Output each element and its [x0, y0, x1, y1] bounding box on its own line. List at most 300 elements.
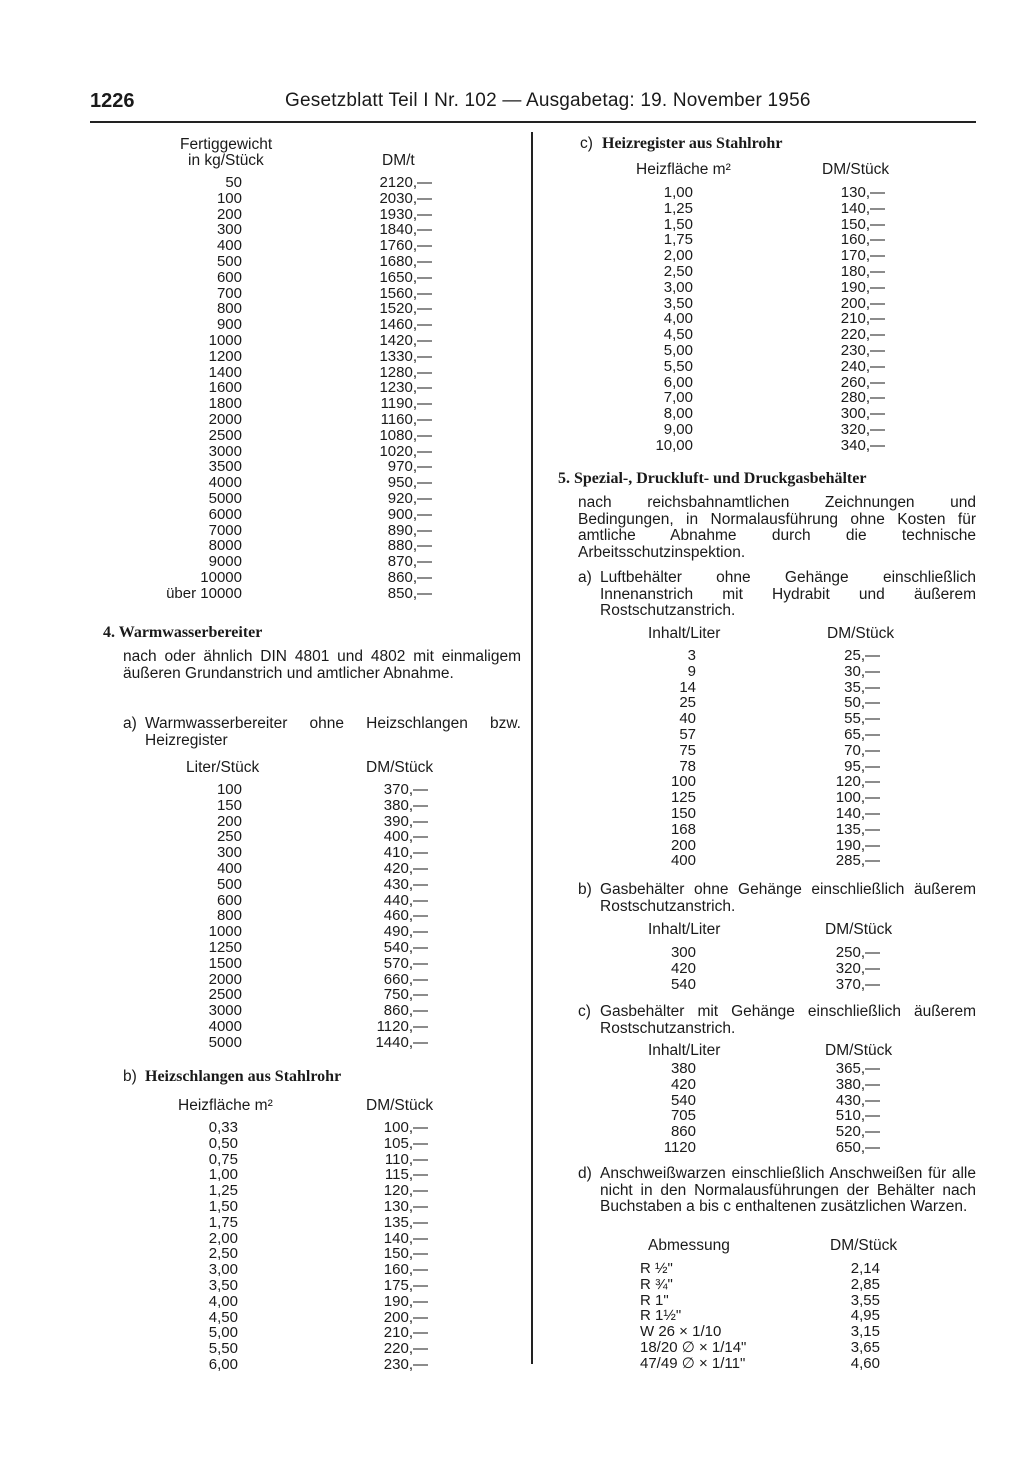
section-4a-table-cell-key: 300: [216, 844, 242, 862]
section-4a-table-row: [150, 956, 440, 972]
section-4c-table-row: [605, 343, 895, 359]
section-5d-col2-header: DM/Stück: [830, 1237, 898, 1254]
section-5b: [578, 882, 976, 916]
weight-table-cell-price: 1330,—: [379, 347, 432, 365]
section-5d-table-cell-key: R 1": [640, 1291, 669, 1309]
section-5d-table-row: [600, 1340, 890, 1356]
section-4b-table-cell-key: 0,33: [208, 1119, 238, 1136]
weight-table-cell-key: 900: [216, 316, 242, 334]
section-4b-table-row: [150, 1341, 440, 1357]
section-4a-table-cell-key: 400: [216, 859, 242, 877]
section-5d-table-row: [600, 1356, 890, 1372]
section-5a-table-cell-price: 70,—: [844, 741, 880, 759]
section-4c-table-cell-key: 6,00: [663, 373, 693, 391]
weight-table-cell-price: 1520,—: [379, 300, 432, 318]
section-5b-table-cell-key: 420: [670, 959, 696, 977]
section-4c-table-row: [605, 280, 895, 296]
section-4c-table-cell-price: 300,—: [840, 405, 885, 423]
weight-table-row: [150, 317, 440, 333]
weight-col2-header: DM/t: [382, 152, 415, 169]
section-5b-table: [600, 945, 890, 992]
section-5a-table-cell-key: 400: [670, 852, 696, 870]
section-4b-table-cell-key: 3,50: [208, 1276, 238, 1294]
section-4a-table-cell-key: 1500: [208, 954, 242, 972]
section-4a-table-cell-key: 100: [216, 781, 242, 798]
section-4c-table-row: [605, 296, 895, 312]
section-5d-table-row: [600, 1308, 890, 1324]
section-5a-table-cell-key: 125: [670, 789, 696, 807]
section-4c-table-cell-price: 260,—: [840, 373, 885, 391]
weight-table-row: [150, 365, 440, 381]
weight-table-row: [150, 349, 440, 365]
section-4a-table-row: [150, 861, 440, 877]
column-divider: [531, 132, 533, 1364]
section-5a-table-row: [600, 695, 890, 711]
section-5a-table-row: [600, 790, 890, 806]
section-4b-table-row: [150, 1136, 440, 1152]
section-5a-table-cell-key: 3: [687, 647, 696, 664]
section-4-heading: 4. Warmwasserbereiter: [103, 624, 263, 641]
weight-table-cell-key: 50: [225, 174, 242, 191]
section-4a-table-cell-key: 800: [216, 907, 242, 925]
section-4a-table-cell-price: 1120,—: [376, 1017, 428, 1035]
section-5c-col1-header: Inhalt/Liter: [648, 1042, 721, 1059]
weight-table-cell-price: 890,—: [387, 521, 432, 539]
weight-table-row: [150, 222, 440, 238]
section-4b-table-cell-price: 115,—: [384, 1166, 428, 1184]
section-5a-table-cell-price: 285,—: [835, 852, 880, 870]
section-4b-table-cell-key: 1,00: [208, 1166, 238, 1184]
section-4c-col1-header: Heizfläche m²: [636, 161, 731, 178]
section-5d-table-row: [600, 1293, 890, 1309]
section-4a-table-row: [150, 893, 440, 909]
section-4c-table-cell-key: 5,50: [663, 357, 693, 375]
weight-table-cell-key: 700: [216, 284, 242, 302]
weight-table-cell-key: 3500: [208, 458, 242, 476]
section-4c-table-cell-key: 8,00: [663, 405, 693, 423]
section-5b-col2-header: DM/Stück: [825, 921, 893, 938]
section-4c-table-row: [605, 217, 895, 233]
section-5a-table-row: [600, 743, 890, 759]
section-5a-table: [600, 648, 890, 869]
section-4c-table-row: [605, 422, 895, 438]
section-5a-table-row: [600, 648, 890, 664]
section-5a-table-cell-key: 57: [679, 725, 696, 743]
section-4b-table-row: [150, 1310, 440, 1326]
section-4b-table-cell-key: 1,75: [208, 1213, 238, 1231]
section-4b-table-cell-price: 130,—: [383, 1197, 428, 1215]
section-5c-table-row: [600, 1140, 890, 1156]
weight-table-row: [150, 396, 440, 412]
section-5d-table-cell-price: 2,85: [850, 1275, 880, 1293]
section-4b-label: b): [123, 1068, 137, 1085]
section-4a-table-cell-price: 430,—: [383, 875, 428, 893]
section-5d-table-cell-key: 47/49 ∅ × 1/11": [640, 1354, 746, 1372]
section-4a-table-cell-price: 390,—: [383, 812, 428, 830]
section-4-intro: nach oder ähnlich DIN 4801 und 4802 mit einmaligem äußeren Grundanstrich und amtlicher Abnahme.: [123, 648, 521, 682]
weight-table-cell-key: 10000: [200, 568, 242, 586]
section-4b-table-cell-price: 100,—: [383, 1119, 428, 1136]
section-4c-table-row: [605, 232, 895, 248]
section-5b-text: Gasbehälter ohne Gehänge einschließlich äußerem Rostschutzanstrich.: [600, 881, 976, 915]
section-4c-table-cell-price: 320,—: [840, 420, 885, 438]
section-4b-table-cell-key: 2,00: [208, 1229, 238, 1247]
section-4b-table-row: [150, 1262, 440, 1278]
section-5a-table-cell-price: 65,—: [844, 725, 880, 743]
section-4b-table-cell-key: 6,00: [208, 1355, 238, 1373]
section-5b-table-row: [600, 977, 890, 993]
section-5b-table-row: [600, 961, 890, 977]
section-5d-table-row: [600, 1261, 890, 1277]
section-4a-table-cell-price: 750,—: [383, 986, 428, 1004]
page-number: 1226: [90, 90, 135, 112]
section-5c: [578, 1004, 976, 1038]
weight-table-row: [150, 538, 440, 554]
weight-table-row: [150, 175, 440, 191]
section-5a-table-cell-price: 50,—: [844, 694, 880, 712]
section-4b-table-row: [150, 1231, 440, 1247]
section-5a-table-cell-key: 75: [679, 741, 696, 759]
weight-table-row: [150, 238, 440, 254]
weight-table-cell-price: 850,—: [387, 584, 432, 602]
header-rule: [90, 121, 976, 123]
section-4b-table-cell-key: 1,50: [208, 1197, 238, 1215]
section-4b-table-cell-key: 2,50: [208, 1245, 238, 1263]
section-4a-table-row: [150, 1035, 440, 1051]
section-5a-table-cell-price: 190,—: [835, 836, 880, 854]
section-4c-table-cell-key: 2,00: [663, 247, 693, 265]
section-4a-table-cell-key: 250: [216, 828, 242, 846]
section-4a-table-cell-price: 1440,—: [375, 1033, 428, 1051]
weight-table-cell-key: 6000: [208, 505, 242, 523]
weight-table-row: [150, 586, 440, 602]
section-4a-table-row: [150, 924, 440, 940]
section-4a-text: Warmwasserbereiter ohne Heizschlangen bzw. Heizregister: [145, 715, 521, 749]
section-4b-table-row: [150, 1152, 440, 1168]
section-5c-table-cell-key: 420: [670, 1075, 696, 1093]
section-5a: [578, 570, 976, 620]
weight-table-cell-key: 8000: [208, 537, 242, 555]
section-4c-table-cell-price: 220,—: [840, 326, 885, 344]
section-4b-table-row: [150, 1199, 440, 1215]
section-4c-label: c): [580, 135, 593, 152]
weight-table-row: [150, 270, 440, 286]
section-4b-table-row: [150, 1183, 440, 1199]
section-4a-table-cell-price: 570,—: [383, 954, 428, 972]
weight-table-cell-key: 1000: [208, 331, 242, 349]
section-4c-table-row: [605, 248, 895, 264]
section-4a-table-cell-price: 540,—: [383, 938, 428, 956]
section-4a-table-row: [150, 1003, 440, 1019]
section-5c-table-cell-price: 365,—: [835, 1060, 880, 1077]
section-4a-table-row: [150, 814, 440, 830]
section-4b-table-cell-price: 150,—: [383, 1245, 428, 1263]
section-4b: [123, 1069, 521, 1087]
section-4c-table-cell-key: 10,00: [655, 436, 693, 454]
section-5a-table-row: [600, 838, 890, 854]
section-5a-table-row: [600, 664, 890, 680]
section-4c-table-cell-price: 190,—: [840, 278, 885, 296]
section-4b-table-cell-key: 0,50: [208, 1134, 238, 1152]
section-4a-table-cell-price: 420,—: [383, 859, 428, 877]
weight-table-cell-key: 300: [216, 221, 242, 239]
weight-table-cell-price: 1080,—: [379, 426, 432, 444]
section-4c-table-row: [605, 359, 895, 375]
section-5c-table-cell-key: 540: [670, 1091, 696, 1109]
weight-table-row: [150, 475, 440, 491]
section-5a-table-cell-key: 14: [679, 678, 696, 696]
section-4a-table-cell-key: 600: [216, 891, 242, 909]
section-4a-table-row: [150, 829, 440, 845]
section-4b-table-cell-key: 5,00: [208, 1324, 238, 1342]
weight-table-row: [150, 333, 440, 349]
section-4a-table-cell-price: 440,—: [383, 891, 428, 909]
section-5a-table-cell-price: 95,—: [844, 757, 880, 775]
section-4a-table-row: [150, 972, 440, 988]
section-4c-table-cell-key: 7,00: [663, 389, 693, 407]
section-4b-table-row: [150, 1215, 440, 1231]
weight-table-cell-key: über 10000: [166, 584, 242, 602]
section-4a-col2-header: DM/Stück: [366, 759, 434, 776]
section-5a-table-cell-key: 100: [670, 773, 696, 791]
section-4a-table-row: [150, 1019, 440, 1035]
section-5c-table-row: [600, 1124, 890, 1140]
section-5c-table-cell-price: 380,—: [835, 1075, 880, 1093]
section-5d-table-cell-key: R ¾": [640, 1275, 673, 1293]
section-4c-table-cell-key: 1,75: [663, 231, 693, 249]
section-4c-col2-header: DM/Stück: [822, 161, 890, 178]
section-4a-table-row: [150, 877, 440, 893]
section-5a-table-cell-price: 30,—: [844, 662, 880, 680]
weight-table-row: [150, 444, 440, 460]
section-5b-table-cell-price: 320,—: [835, 959, 880, 977]
section-5c-label: c): [578, 1003, 591, 1020]
section-4b-table-row: [150, 1167, 440, 1183]
section-4b-col2-header: DM/Stück: [366, 1097, 434, 1114]
section-4a-table-cell-price: 380,—: [383, 796, 428, 814]
section-4b-table-cell-price: 140,—: [383, 1229, 428, 1247]
section-4b-table-cell-key: 4,50: [208, 1308, 238, 1326]
section-5b-label: b): [578, 881, 592, 898]
section-4c-table: [605, 185, 895, 454]
section-4b-table-row: [150, 1120, 440, 1136]
weight-table-row: [150, 191, 440, 207]
section-4a-table-cell-price: 400,—: [383, 828, 428, 846]
weight-col1-header-line2: in kg/Stück: [188, 152, 264, 169]
section-5a-table-cell-key: 9: [687, 662, 696, 680]
section-4b-table-cell-price: 200,—: [383, 1308, 428, 1326]
section-4b-table-cell-key: 4,00: [208, 1292, 238, 1310]
weight-table-cell-key: 600: [216, 268, 242, 286]
section-4c-table-cell-price: 210,—: [840, 310, 885, 328]
section-4a-table-cell-key: 1000: [208, 923, 242, 941]
weight-table-cell-key: 3000: [208, 442, 242, 460]
section-4a-table-cell-key: 5000: [208, 1033, 242, 1051]
weight-table-cell-price: 1560,—: [379, 284, 432, 302]
weight-table-row: [150, 207, 440, 223]
weight-table-row: [150, 428, 440, 444]
weight-table-cell-key: 1400: [208, 363, 242, 381]
section-5c-table-cell-price: 520,—: [835, 1123, 880, 1141]
weight-table-cell-price: 860,—: [387, 568, 432, 586]
section-4b-table-cell-key: 0,75: [208, 1150, 238, 1168]
weight-table-cell-key: 7000: [208, 521, 242, 539]
weight-table-cell-price: 1190,—: [380, 395, 432, 413]
section-4b-table-cell-price: 110,—: [384, 1150, 428, 1168]
section-4b-table-cell-key: 5,50: [208, 1340, 238, 1358]
section-4c-table-cell-price: 280,—: [840, 389, 885, 407]
section-5a-table-cell-key: 78: [679, 757, 696, 775]
weight-table-cell-price: 1230,—: [379, 379, 432, 397]
section-5d: [578, 1166, 976, 1232]
section-4c-table-cell-key: 3,50: [663, 294, 693, 312]
weight-table-cell-price: 950,—: [387, 474, 432, 492]
section-4a-table-row: [150, 987, 440, 1003]
weight-table-cell-key: 2000: [208, 410, 242, 428]
page-header: [90, 90, 976, 120]
section-4b-table-row: [150, 1246, 440, 1262]
weight-table-cell-price: 1650,—: [379, 268, 432, 286]
section-4a-table-cell-key: 150: [216, 796, 242, 814]
section-4c-table-row: [605, 406, 895, 422]
section-5c-col2-header: DM/Stück: [825, 1042, 893, 1059]
weight-table-cell-key: 400: [216, 237, 242, 255]
running-title: Gesetzblatt Teil I Nr. 102 — Ausgabetag: 19. November 1956: [285, 90, 811, 111]
section-5a-table-row: [600, 822, 890, 838]
section-4c-table-cell-price: 130,—: [840, 184, 885, 201]
weight-table-row: [150, 301, 440, 317]
weight-table-cell-key: 200: [216, 205, 242, 223]
section-5a-table-row: [600, 853, 890, 869]
section-4a-table-cell-key: 200: [216, 812, 242, 830]
section-5a-table-cell-key: 150: [670, 804, 696, 822]
section-5a-table-cell-price: 140,—: [835, 804, 880, 822]
section-4c-table-cell-price: 160,—: [840, 231, 885, 249]
section-4c-table-row: [605, 311, 895, 327]
weight-table-cell-price: 1680,—: [379, 252, 432, 270]
section-4a-label: a): [123, 715, 137, 732]
section-4c-table-cell-price: 170,—: [840, 247, 885, 265]
weight-table-cell-key: 2500: [208, 426, 242, 444]
section-5d-table-cell-price: 3,65: [850, 1338, 880, 1356]
section-5a-table-cell-key: 200: [670, 836, 696, 854]
section-5c-table: [600, 1061, 890, 1156]
section-5a-table-row: [600, 711, 890, 727]
section-5b-table-row: [600, 945, 890, 961]
section-5b-table-cell-key: 540: [670, 975, 696, 993]
section-5a-table-cell-price: 35,—: [844, 678, 880, 696]
section-5c-table-cell-key: 1120: [663, 1138, 696, 1156]
section-4c-table-cell-key: 5,00: [663, 341, 693, 359]
section-5a-table-row: [600, 680, 890, 696]
weight-table-row: [150, 570, 440, 586]
section-4c-table-row: [605, 390, 895, 406]
weight-table-cell-key: 4000: [208, 474, 242, 492]
section-4a-table-row: [150, 782, 440, 798]
section-5d-table-cell-key: W 26 × 1/10: [640, 1323, 722, 1341]
section-5a-table-cell-price: 135,—: [835, 820, 880, 838]
section-4c-table-cell-price: 140,—: [840, 199, 885, 217]
section-5d-table-cell-price: 2,14: [850, 1260, 880, 1277]
section-4b-table: [150, 1120, 440, 1373]
section-4b-table-cell-price: 160,—: [383, 1261, 428, 1279]
section-5b-table-cell-price: 250,—: [835, 944, 880, 961]
weight-table-cell-price: 920,—: [387, 489, 432, 507]
section-4b-table-cell-price: 220,—: [383, 1340, 428, 1358]
section-5a-table-cell-key: 25: [679, 694, 696, 712]
weight-table-row: [150, 254, 440, 270]
section-4a-table-cell-key: 3000: [208, 1002, 242, 1020]
section-5a-text: Luftbehälter ohne Gehänge einschließlich Innenanstrich mit Hydrabit und äußerem Rostschutzanstrich.: [600, 569, 976, 619]
section-5a-table-cell-price: 55,—: [844, 710, 880, 728]
weight-table-cell-key: 500: [216, 252, 242, 270]
weight-table-cell-key: 5000: [208, 489, 242, 507]
weight-table-row: [150, 380, 440, 396]
section-5a-table-cell-key: 168: [670, 820, 696, 838]
weight-table-cell-price: 880,—: [387, 537, 432, 555]
weight-table-cell-price: 1020,—: [379, 442, 432, 460]
section-4c-table-row: [605, 185, 895, 201]
section-5d-table-row: [600, 1277, 890, 1293]
section-4c-table-cell-price: 200,—: [840, 294, 885, 312]
section-4a-table: [150, 782, 440, 1051]
section-4c-table-row: [605, 201, 895, 217]
section-4c-table-cell-price: 230,—: [840, 341, 885, 359]
section-4c-table-cell-key: 2,50: [663, 262, 693, 280]
section-5a-col1-header: Inhalt/Liter: [648, 625, 721, 642]
section-5c-table-row: [600, 1093, 890, 1109]
section-4b-table-cell-key: 1,25: [208, 1182, 238, 1200]
section-5-intro: nach reichsbahnamtlichen Zeichnungen und Bedingungen, in Normalausführung ohne Kosten für amtliche Abnahme durch die technische Arbeitsschutzinspektion.: [578, 494, 976, 561]
weight-table-cell-key: 100: [216, 189, 242, 207]
section-4a-table-row: [150, 798, 440, 814]
section-4b-table-cell-price: 135,—: [383, 1213, 428, 1231]
section-4b-table-cell-key: 3,00: [208, 1261, 238, 1279]
section-5a-table-cell-price: 120,—: [835, 773, 880, 791]
section-5b-table-cell-price: 370,—: [835, 975, 880, 993]
section-4a-table-cell-key: 2500: [208, 986, 242, 1004]
section-4a-table-cell-key: 4000: [208, 1017, 242, 1035]
weight-table-row: [150, 459, 440, 475]
weight-table-cell-price: 2120,—: [379, 174, 432, 191]
weight-table-cell-key: 1200: [208, 347, 242, 365]
section-4c-table-cell-key: 1,50: [663, 215, 693, 233]
section-5c-table-cell-key: 860: [670, 1123, 696, 1141]
section-5a-col2-header: DM/Stück: [827, 625, 895, 642]
section-4a-table-row: [150, 940, 440, 956]
section-4a-table-cell-key: 500: [216, 875, 242, 893]
section-5c-table-row: [600, 1108, 890, 1124]
section-4c-heading: Heizregister aus Stahlrohr: [602, 135, 783, 152]
section-5a-table-cell-price: 25,—: [844, 647, 880, 664]
weight-table-cell-price: 1280,—: [379, 363, 432, 381]
section-4c-table-cell-price: 240,—: [840, 357, 885, 375]
weight-table-row: [150, 507, 440, 523]
section-5-heading: 5. Spezial-, Druckluft- und Druckgasbehälter: [558, 470, 867, 487]
section-5c-table-cell-price: 430,—: [835, 1091, 880, 1109]
section-4a-table-cell-price: 410,—: [383, 844, 428, 862]
weight-table-cell-price: 970,—: [387, 458, 432, 476]
section-4b-table-row: [150, 1325, 440, 1341]
section-4b-table-cell-price: 210,—: [383, 1324, 428, 1342]
section-4c-table-cell-key: 4,00: [663, 310, 693, 328]
section-5a-table-cell-price: 100,—: [835, 789, 880, 807]
section-5d-table-row: [600, 1324, 890, 1340]
section-4c-table-cell-key: 9,00: [663, 420, 693, 438]
section-4a-table-row: [150, 908, 440, 924]
section-4a: [123, 716, 521, 750]
section-4c-table-cell-key: 3,00: [663, 278, 693, 296]
